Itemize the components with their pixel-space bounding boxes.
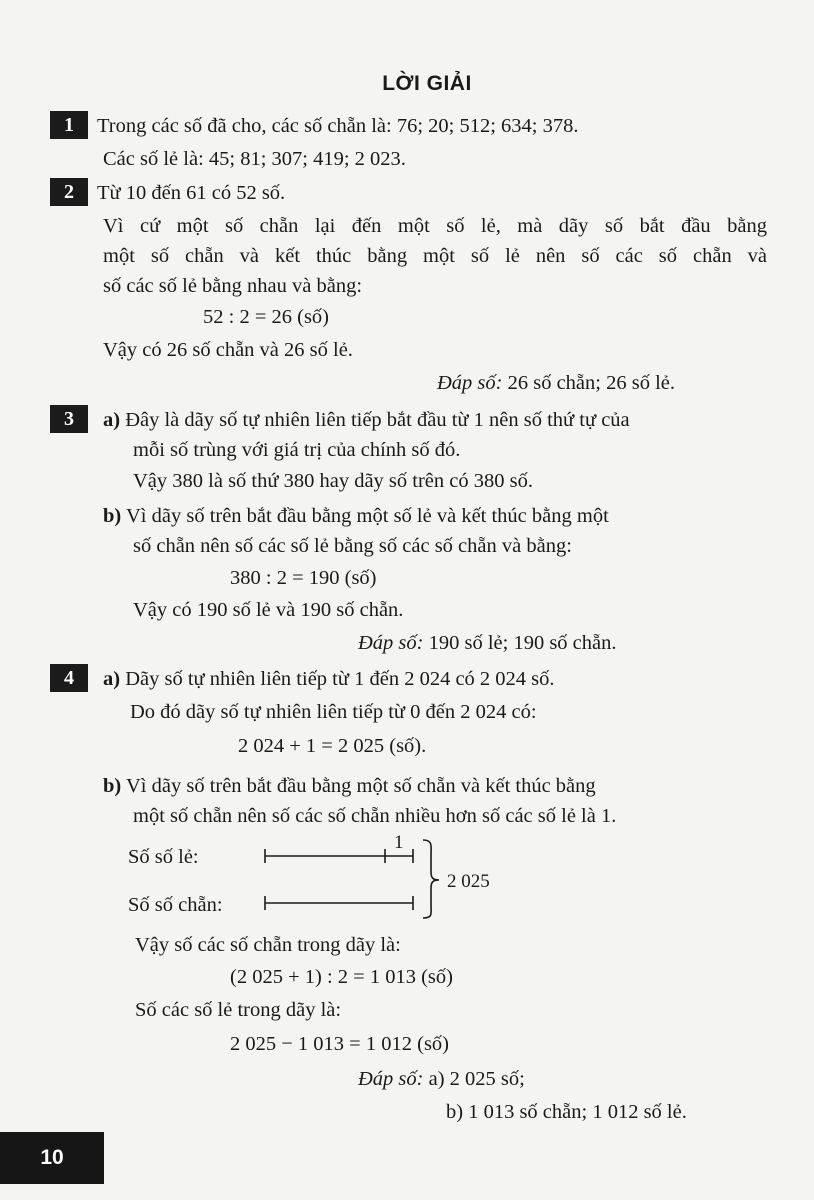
p2-answer-label: Đáp số: — [437, 372, 503, 394]
p4-b-line-2: một số chẵn nên số các số chẵn nhiều hơn số các số lẻ là 1. — [133, 805, 617, 827]
p4-answer-a-text: a) 2 025 số; — [423, 1068, 525, 1090]
p4-b-line-3: Vậy số các số chẵn trong dãy là: — [135, 934, 401, 956]
diagram-difference-label: 1 — [394, 832, 404, 853]
p4-a-line-2: Do đó dãy số tự nhiên liên tiếp từ 0 đến 2 024 có: — [130, 701, 537, 723]
p3-a-label: a) — [103, 409, 121, 431]
p4-answer-a — [358, 1066, 525, 1092]
p2-line-4: số các số lẻ bằng nhau và bằng: — [103, 275, 363, 297]
p2-line-5: Vậy có 26 số chẵn và 26 số lẻ. — [103, 339, 353, 361]
p3-a-text: Đây là dãy số tự nhiên liên tiếp bắt đầu từ 1 nên số thứ tự của — [120, 409, 630, 431]
p3-equation: 380 : 2 = 190 (số) — [230, 567, 377, 589]
p3-answer — [358, 630, 617, 656]
segment-diagram — [255, 832, 515, 922]
p2-answer — [437, 370, 675, 396]
diagram-total-label: 2 025 — [447, 871, 490, 892]
p4-b-equation-2: 2 025 − 1 013 = 1 012 (số) — [230, 1033, 450, 1055]
p3-b-line-2: số chẵn nên số các số lẻ bằng số các số chẵn và bằng: — [133, 535, 572, 557]
p4-b-equation-1: (2 025 + 1) : 2 = 1 013 (số) — [230, 966, 453, 988]
total-brace — [423, 840, 439, 918]
p3-a-line-3: Vậy 380 là số thứ 380 hay dãy số trên có 380 số. — [133, 470, 533, 492]
p4-b-text: Vì dãy số trên bắt đầu bằng một số chẵn và kết thúc bằng — [121, 775, 596, 797]
p2-answer-text: 26 số chẵn; 26 số lẻ. — [502, 372, 676, 394]
diagram-odd-label: Số số lẻ: — [128, 846, 199, 868]
p4-b-line-1 — [103, 773, 596, 799]
p4-answer-label: Đáp số: — [358, 1068, 424, 1090]
p4-a-equation: 2 024 + 1 = 2 025 (số). — [238, 735, 427, 757]
p1-line-2: Các số lẻ là: 45; 81; 307; 419; 2 023. — [103, 148, 406, 170]
p3-b-label: b) — [103, 505, 122, 527]
p4-b-label: b) — [103, 775, 122, 797]
problem-number-3: 3 — [50, 405, 88, 433]
p4-a-label: a) — [103, 668, 121, 690]
p3-b-line-1 — [103, 503, 609, 529]
p2-line-1: Từ 10 đến 61 có 52 số. — [97, 182, 286, 204]
p1-line-1: Trong các số đã cho, các số chẵn là: 76; 20; 512; 634; 378. — [97, 115, 579, 137]
p4-a-line-1 — [103, 666, 555, 692]
diagram-even-label: Số số chẵn: — [128, 894, 223, 916]
p4-answer-b: b) 1 013 số chẵn; 1 012 số lẻ. — [446, 1101, 687, 1123]
problem-number-1: 1 — [50, 111, 88, 139]
p3-answer-label: Đáp số: — [358, 632, 424, 654]
p4-b-line-4: Số các số lẻ trong dãy là: — [135, 999, 342, 1021]
problem-number-2: 2 — [50, 178, 88, 206]
p3-b-line-3: Vậy có 190 số lẻ và 190 số chẵn. — [133, 599, 404, 621]
p2-line-2: Vì cứ một số chẵn lại đến một số lẻ, mà dãy số bắt đầu bằng — [103, 215, 767, 237]
p2-equation: 52 : 2 = 26 (số) — [203, 306, 330, 328]
p2-line-3: một số chẵn và kết thúc bằng một số lẻ nên số các số chẵn và — [103, 245, 767, 267]
p3-a-line-2: mỗi số trùng với giá trị của chính số đó. — [133, 439, 461, 461]
p4-a-text: Dãy số tự nhiên liên tiếp từ 1 đến 2 024 có 2 024 số. — [120, 668, 555, 690]
p3-a-line-1 — [103, 407, 630, 433]
page-number: 10 — [0, 1132, 104, 1184]
problem-number-4: 4 — [50, 664, 88, 692]
page-title: LỜI GIẢI — [382, 72, 472, 95]
p3-answer-text: 190 số lẻ; 190 số chẵn. — [423, 632, 617, 654]
p3-b-text: Vì dãy số trên bắt đầu bằng một số lẻ và kết thúc bằng một — [121, 505, 609, 527]
